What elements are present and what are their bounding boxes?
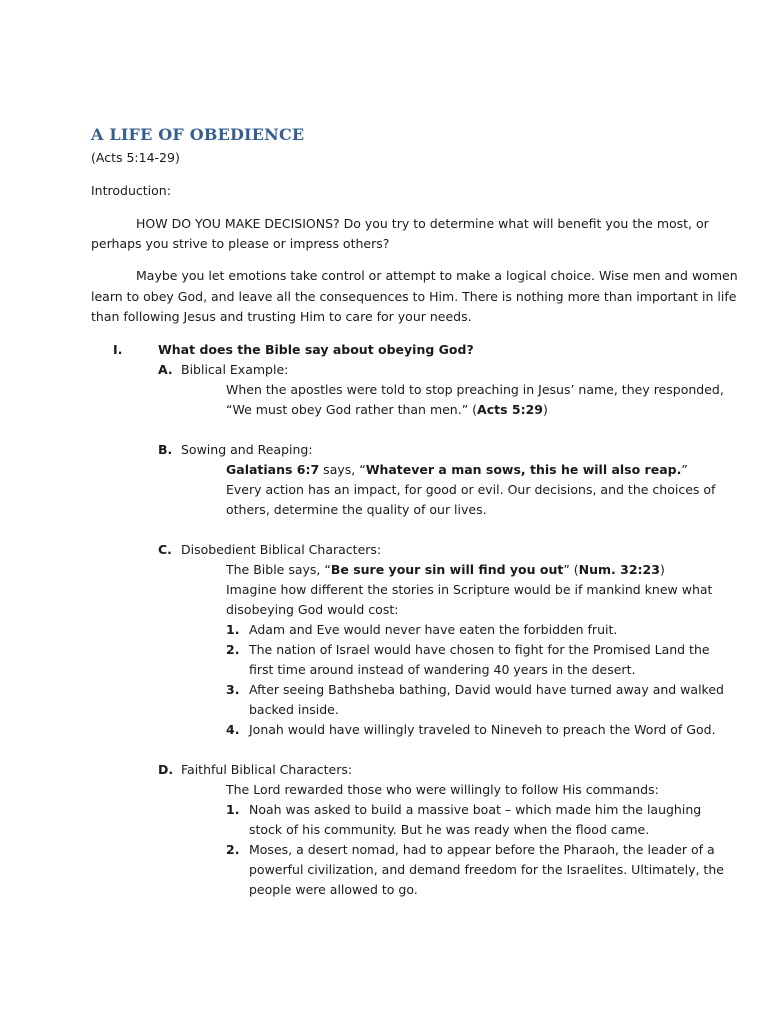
- list-item-line: After seeing Bathsheba bathing, David would have turned away and walked: [249, 682, 724, 697]
- subsection-a-line-1: When the apostles were told to stop preaching in Jesus’ name, they responded,: [226, 382, 724, 397]
- list-item-line: backed inside.: [249, 702, 339, 717]
- list-item-line: Moses, a desert nomad, had to appear before the Pharaoh, the leader of a: [249, 842, 715, 857]
- text-run: The Bible says, “: [226, 562, 331, 577]
- section-numeral: I.: [113, 342, 123, 357]
- text-run: says, “: [319, 462, 366, 477]
- list-number: 2.: [226, 642, 240, 657]
- text-run: “We must obey God rather than men.” (: [226, 402, 478, 417]
- bold-text-run: Whatever a man sows, this he will also reap.: [365, 462, 682, 477]
- list-item-line: people were allowed to go.: [249, 882, 418, 897]
- subsection-c-label: Disobedient Biblical Characters:: [181, 542, 382, 557]
- list-number: 3.: [226, 682, 240, 697]
- list-number: 1.: [226, 622, 240, 637]
- list-number: 1.: [226, 802, 240, 817]
- subsection-c-line-3: disobeying God would cost:: [226, 602, 399, 617]
- subsection-a-label: Biblical Example:: [181, 362, 289, 377]
- document-title: A LIFE OF OBEDIENCE: [91, 125, 305, 144]
- intro-paragraph-2-line-2: learn to obey God, and leave all the consequences to Him. There is nothing more than important in life: [91, 289, 737, 304]
- subsection-b-letter: B.: [158, 442, 173, 457]
- intro-paragraph-2-line-1: Maybe you let emotions take control or attempt to make a logical choice. Wise men and women: [136, 268, 738, 283]
- list-item-line: The nation of Israel would have chosen to fight for the Promised Land the: [249, 642, 710, 657]
- subsection-d-label: Faithful Biblical Characters:: [181, 762, 353, 777]
- section-heading: What does the Bible say about obeying God?: [158, 342, 474, 357]
- list-number: 2.: [226, 842, 240, 857]
- intro-paragraph-1-line-1: HOW DO YOU MAKE DECISIONS? Do you try to determine what will benefit you the most, or: [136, 216, 709, 231]
- bold-text-run: Num. 32:23: [578, 562, 660, 577]
- subsection-d-letter: D.: [158, 762, 174, 777]
- intro-paragraph-2-line-3: than following Jesus and trusting Him to care for your needs.: [91, 309, 472, 324]
- subsection-c-letter: C.: [158, 542, 172, 557]
- scripture-reference: (Acts 5:14-29): [91, 150, 180, 165]
- text-run: ): [543, 402, 548, 417]
- text-run: ): [659, 562, 665, 577]
- introduction-label: Introduction:: [91, 183, 171, 198]
- list-item-line: Jonah would have willingly traveled to Nineveh to preach the Word of God.: [249, 722, 716, 737]
- list-item-line: stock of his community. But he was ready when the flood came.: [249, 822, 650, 837]
- text-run: ”: [681, 462, 688, 477]
- bold-text-run: Galatians 6:7: [226, 462, 320, 477]
- subsection-d-line-1: The Lord rewarded those who were willingly to follow His commands:: [226, 782, 659, 797]
- list-item-line: powerful civilization, and demand freedom for the Israelites. Ultimately, the: [249, 862, 724, 877]
- subsection-c-line-2: Imagine how different the stories in Scripture would be if mankind knew what: [226, 582, 713, 597]
- subsection-b-label: Sowing and Reaping:: [181, 442, 313, 457]
- list-item-line: Adam and Eve would never have eaten the forbidden fruit.: [249, 622, 618, 637]
- intro-paragraph-1-line-2: perhaps you strive to please or impress others?: [91, 236, 390, 251]
- subsection-b-line-1: [226, 460, 688, 480]
- text-run: ” (: [563, 562, 579, 577]
- subsection-b-line-2: Every action has an impact, for good or evil. Our decisions, and the choices of: [226, 482, 716, 497]
- subsection-b-line-3: others, determine the quality of our lives.: [226, 502, 487, 517]
- list-item-line: Noah was asked to build a massive boat – which made him the laughing: [249, 802, 702, 817]
- list-item-line: first time around instead of wandering 40 years in the desert.: [249, 662, 636, 677]
- list-number: 4.: [226, 722, 240, 737]
- bold-text-run: Be sure your sin will find you out: [330, 562, 564, 577]
- subsection-a-letter: A.: [158, 362, 173, 377]
- subsection-c-line-1: [226, 560, 665, 580]
- bold-text-run: Acts 5:29: [477, 402, 543, 417]
- subsection-a-line-2: [226, 400, 548, 420]
